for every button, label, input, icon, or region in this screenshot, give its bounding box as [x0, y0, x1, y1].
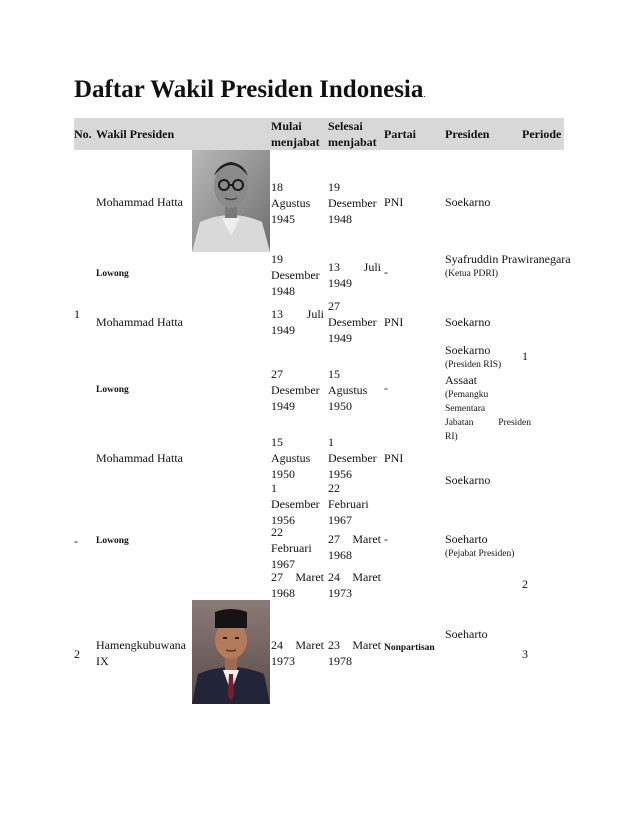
row1-partai: PNI — [384, 195, 404, 209]
page-title: Daftar Wakil Presiden Indonesia. — [74, 76, 426, 103]
row4-mulai: 27 Desember 1949 — [271, 367, 320, 413]
mohammad-hatta-photo — [192, 150, 270, 252]
row5-mulai: 15 Agustus 1950 — [271, 435, 311, 481]
row9-mulai: 24 Maret 1973 — [271, 638, 324, 668]
col-wakil-presiden: Wakil Presiden — [96, 127, 175, 141]
row7-mulai: 22 Februari 1967 — [271, 525, 312, 571]
row4-name: Lowong — [96, 385, 129, 395]
hamengkubuwana-ix-photo — [192, 600, 270, 704]
periode-3: 3 — [522, 647, 528, 661]
row9-partai: Nonpartisan — [384, 643, 435, 653]
row8-mulai: 27 Maret 1968 — [271, 570, 324, 600]
row2-presiden: Syafruddin Prawiranegara (Ketua PDRI) — [445, 252, 571, 279]
row9-no: 2 — [74, 647, 80, 661]
row3-mulai: 13 Juli 1949 — [271, 307, 324, 337]
row2-partai: - — [384, 265, 388, 279]
row5-name: Mohammad Hatta — [96, 451, 183, 465]
row2-mulai: 19 Desember 1948 — [271, 252, 320, 298]
row6-mulai: 1 Desember 1956 — [271, 481, 320, 527]
col-presiden: Presiden — [445, 127, 490, 141]
row1-selesai: 19 Desember 1948 — [328, 180, 377, 226]
row2-name: Lowong — [96, 269, 129, 279]
row3-presiden: Soekarno — [445, 315, 491, 329]
row5-presiden: Soekarno — [445, 473, 491, 487]
periode-1: 1 — [522, 349, 528, 363]
row1-presiden: Soekarno — [445, 195, 491, 209]
row1-name: Mohammad Hatta — [96, 195, 183, 209]
col-mulai: Mulai menjabat — [271, 119, 320, 149]
col-periode: Periode — [522, 127, 562, 141]
row7-presiden: Soeharto (Pejabat Presiden) — [445, 532, 515, 559]
row2-selesai: 13 Juli 1949 — [328, 260, 381, 290]
row6-selesai: 22 Februari 1967 — [328, 481, 369, 527]
row7-partai: - — [384, 532, 388, 546]
row9-selesai: 23 Maret 1978 — [328, 638, 381, 668]
row4-presiden: Soekarno (Presiden RIS) Assaat (Pemangku Sementara Jabatan Presiden RI) — [445, 343, 531, 442]
row5-selesai: 1 Desember 1956 — [328, 435, 377, 481]
row3-selesai: 27 Desember 1949 — [328, 299, 377, 345]
periode-2: 2 — [522, 577, 528, 591]
row7-selesai: 27 Maret 1968 — [328, 532, 381, 562]
row8-selesai: 24 Maret 1973 — [328, 570, 381, 600]
col-no: No. — [74, 127, 92, 141]
row5-partai: PNI — [384, 451, 404, 465]
no-1: 1 — [74, 307, 80, 321]
row3-name: Mohammad Hatta — [96, 315, 183, 329]
row7-name: Lowong — [96, 536, 129, 546]
row4-partai: - — [384, 381, 388, 395]
row4-selesai: 15 Agustus 1950 — [328, 367, 368, 413]
row9-presiden: Soeharto — [445, 627, 488, 641]
col-partai: Partai — [384, 127, 416, 141]
row1-mulai: 18 Agustus 1945 — [271, 180, 311, 226]
row7-no: - — [74, 534, 78, 548]
row9-name: Hamengkubuwana IX — [96, 638, 186, 668]
row3-partai: PNI — [384, 315, 404, 329]
col-selesai: Selesai menjabat — [328, 119, 377, 149]
